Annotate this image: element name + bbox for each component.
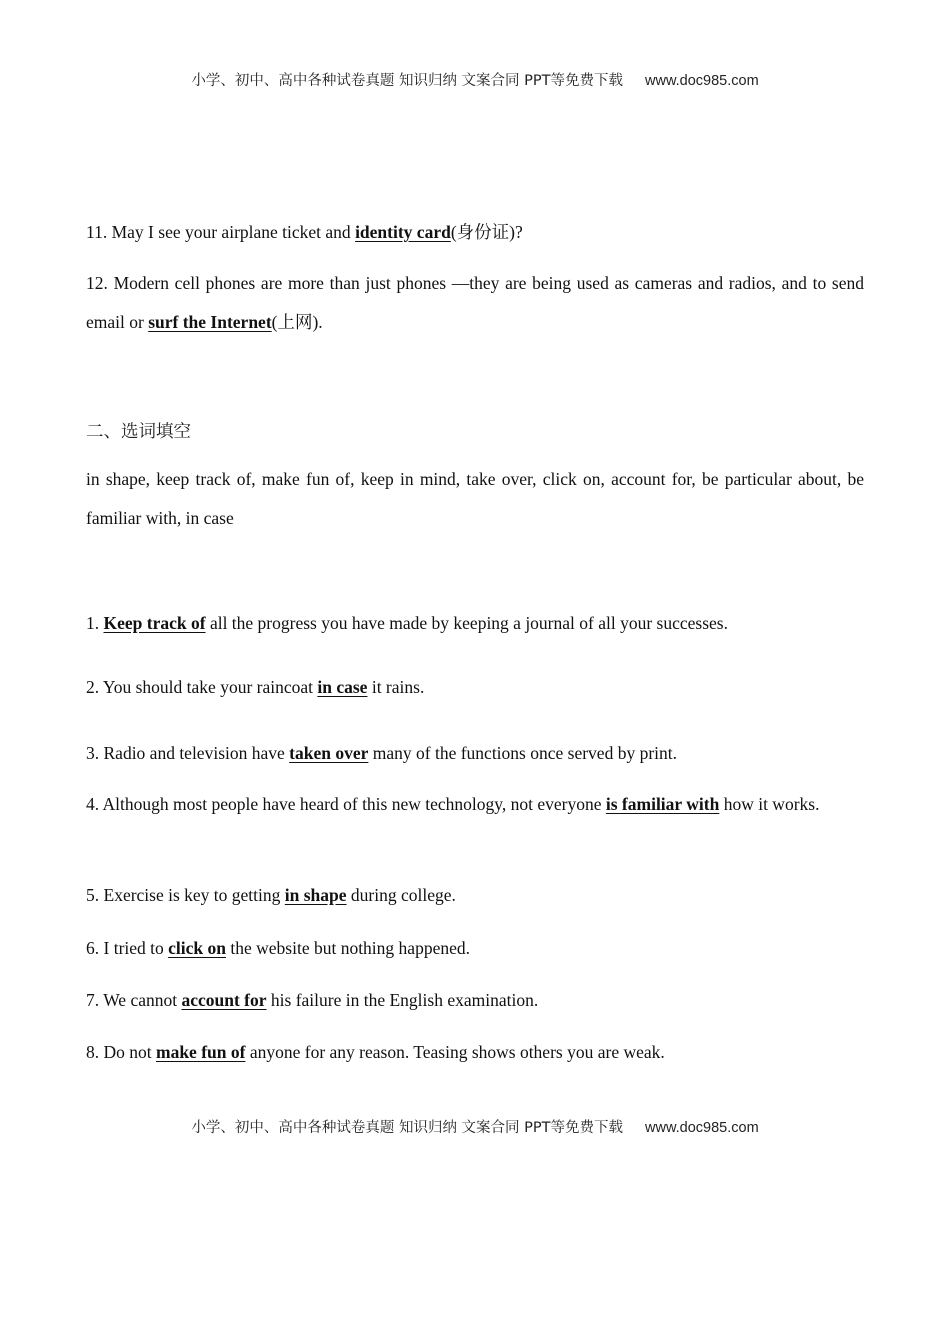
footer-url[interactable]: www.doc985.com <box>645 1120 759 1136</box>
question-item: 8. Do not make fun of anyone for any reason. Teasing shows others you are weak. <box>86 1042 665 1062</box>
answer: in case <box>317 677 368 697</box>
answer: surf the Internet <box>148 312 272 332</box>
footer-text: 小学、初中、高中各种试卷真题 知识归纳 文案合同 PPT等免费下载 <box>191 1120 624 1136</box>
question-item: 1. Keep track of all the progress you have made by keeping a journal of all your successes. <box>86 613 728 633</box>
question-item: 5. Exercise is key to getting in shape during college. <box>86 885 456 905</box>
question-item: 2. You should take your raincoat in case it rains. <box>86 677 425 697</box>
header-text: 小学、初中、高中各种试卷真题 知识归纳 文案合同 PPT等免费下载 <box>191 73 624 89</box>
answer: taken over <box>289 743 369 763</box>
answer: in shape <box>284 885 347 905</box>
question-item: 3. Radio and television have taken over many of the functions once served by print. <box>86 743 677 763</box>
answer: click on <box>168 938 226 958</box>
header-url[interactable]: www.doc985.com <box>645 73 759 89</box>
question-item: 4. Although most people have heard of this new technology, not everyone is familiar with how it works. <box>86 794 820 814</box>
answer: make fun of <box>156 1042 246 1062</box>
answer: account for <box>181 990 267 1010</box>
answer: is familiar with <box>605 794 720 814</box>
question-item-12: 12. Modern cell phones are more than just phones —they are being used as cameras and radios, and to send email or surf the Internet(上网). <box>86 273 864 332</box>
word-bank: in shape, keep track of, make fun of, keep in mind, take over, click on, account for, be particular about, be familiar with, in case <box>86 469 864 528</box>
question-item-11: 11. May I see your airplane ticket and identity card(身份证)? <box>86 222 523 242</box>
answer: Keep track of <box>103 613 206 633</box>
section-title: 二、选词填空 <box>86 422 191 442</box>
page-footer <box>0 1116 950 1137</box>
question-item: 7. We cannot account for his failure in the English examination. <box>86 990 539 1010</box>
page-header <box>0 69 950 90</box>
question-item: 6. I tried to click on the website but nothing happened. <box>86 938 470 958</box>
answer: identity card <box>355 222 451 242</box>
